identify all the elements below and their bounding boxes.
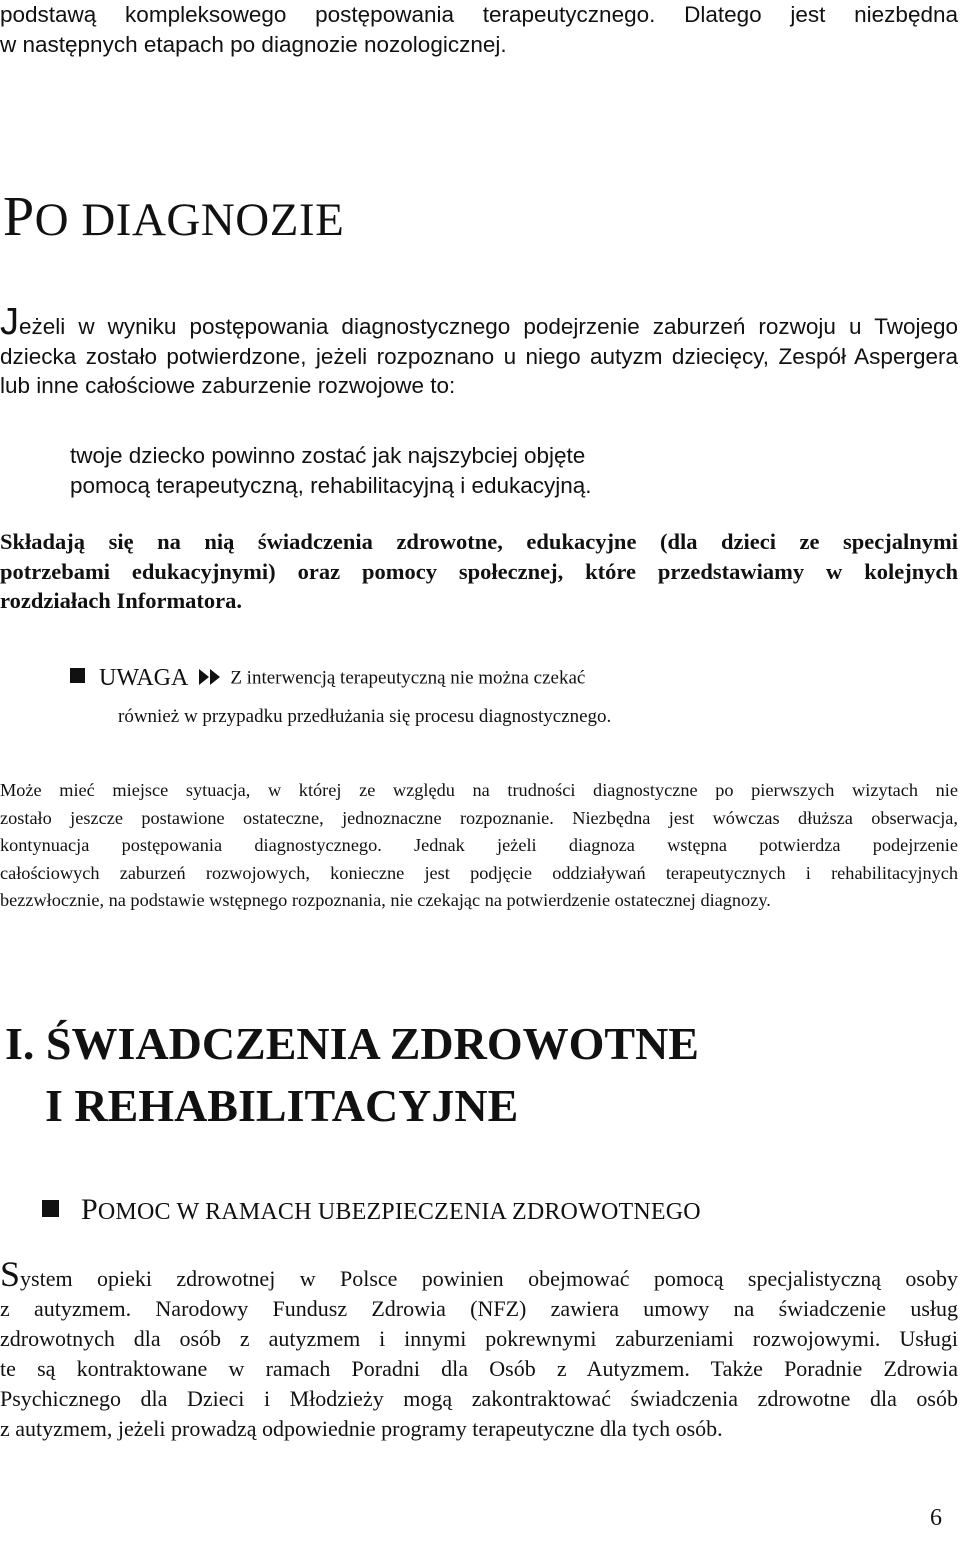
dropcap-letter: J bbox=[0, 301, 19, 343]
bold-line: Składają się na nią świadczenia zdrowotne, edukacyjne (dla dzieci ze specjalnymi bbox=[0, 529, 958, 554]
paragraph-line: zostało jeszcze postawione ostateczne, jednoznaczne rozpoznanie. Niezbędna jest wówczas dłuższa obserwacja, bbox=[0, 807, 958, 828]
paragraph-line: dziecka zostało potwierdzone, jeżeli rozpoznano u niego autyzm dziecięcy, Zespół Aspergera bbox=[0, 343, 958, 369]
double-arrow-icon bbox=[198, 668, 222, 686]
bold-line: potrzebami edukacyjnymi) oraz pomocy społecznej, które przedstawiamy w kolejnych bbox=[0, 558, 958, 584]
intro-paragraph bbox=[0, 0, 958, 60]
po-diagnozie-heading bbox=[3, 187, 344, 250]
system-paragraph bbox=[0, 1254, 958, 1444]
intro-line: podstawą kompleksowego postępowania terapeutycznego. Dlatego jest niezbędna bbox=[0, 2, 958, 27]
paragraph-line: całościowych zaburzeń rozwojowych, konieczne jest podjęcie oddziaływań terapeutycznych i rehabilitacyjnych bbox=[0, 862, 958, 883]
paragraph-line: te są kontraktowane w ramach Poradni dla Osób z Autyzmem. Także Poradnie Zdrowia bbox=[0, 1356, 958, 1381]
subheading-initial: P bbox=[81, 1193, 98, 1226]
uwaga-text: Z interwencją terapeutyczną nie można czekać bbox=[230, 667, 586, 689]
uwaga-label: UWAGA bbox=[99, 665, 189, 691]
bold-line: rozdziałach Informatora. bbox=[0, 588, 243, 613]
bullet-square-icon bbox=[70, 668, 85, 683]
bold-paragraph bbox=[0, 527, 958, 616]
section-heading bbox=[5, 1013, 699, 1137]
heading-rest: O DIAGNOZIE bbox=[34, 194, 345, 246]
paragraph-line: zdrowotnych dla osób z autyzmem i innymi pokrewnymi zaburzeniami rozwojowymi. Usługi bbox=[0, 1326, 958, 1351]
subsection-heading bbox=[42, 1193, 701, 1233]
diagnosis-paragraph bbox=[0, 301, 958, 401]
bullet-square-icon bbox=[42, 1200, 59, 1217]
indented-statement bbox=[70, 441, 592, 500]
heading-initial: P bbox=[3, 186, 35, 248]
paragraph-line: Jeżeli w wyniku postępowania diagnostycznego podejrzenie zaburzeń rozwoju u Twojego bbox=[0, 301, 958, 343]
paragraph-line: z autyzmem, jeżeli prowadzą odpowiednie programy terapeutyczne dla tych osób. bbox=[0, 1416, 723, 1441]
observation-paragraph bbox=[0, 777, 958, 915]
paragraph-line: lub inne całościowe zaburzenie rozwojowe to: bbox=[0, 373, 456, 398]
paragraph-line: kontynuacja postępowania diagnostycznego. Jednak jeżeli diagnoza wstępna potwierdza podejrzenie bbox=[0, 835, 958, 855]
indented-line: pomocą terapeutyczną, rehabilitacyjną i edukacyjną. bbox=[70, 472, 592, 498]
paragraph-line: bezzwłocznie, na podstawie wstępnego rozpoznania, nie czekając na potwierdzenie ostatecznej diagnozy. bbox=[0, 890, 771, 910]
paragraph-line: z autyzmem. Narodowy Fundusz Zdrowia (NFZ) zawiera umowy na świadczenie usług bbox=[0, 1296, 958, 1321]
subheading-rest: OMOC W RAMACH UBEZPIECZENIA ZDROWOTNEGO bbox=[97, 1199, 701, 1225]
dropcap-letter: S bbox=[0, 1254, 21, 1294]
uwaga-callout bbox=[70, 665, 585, 701]
indented-line: twoje dziecko powinno zostać jak najszybciej objęte bbox=[70, 443, 586, 468]
intro-line: w następnych etapach po diagnozie nozologicznej. bbox=[0, 32, 507, 57]
paragraph-line: System opieki zdrowotnej w Polsce powinien obejmować pomocą specjalistyczną osoby bbox=[0, 1254, 958, 1294]
paragraph-line: Psychicznego dla Dzieci i Młodzieży mogą zakontraktować świadczenia zdrowotne dla osób bbox=[0, 1386, 958, 1411]
paragraph-line: Może mieć miejsce sytuacja, w której ze względu na trudności diagnostyczne po pierwszych wizytach nie bbox=[0, 780, 958, 800]
uwaga-continuation: również w przypadku przedłużania się procesu diagnostycznego. bbox=[118, 706, 612, 727]
section-heading-line: I REHABILITACYJNE bbox=[45, 1080, 519, 1131]
page-number: 6 bbox=[930, 1505, 942, 1531]
section-heading-line: I. ŚWIADCZENIA ZDROWOTNE bbox=[5, 1018, 699, 1069]
